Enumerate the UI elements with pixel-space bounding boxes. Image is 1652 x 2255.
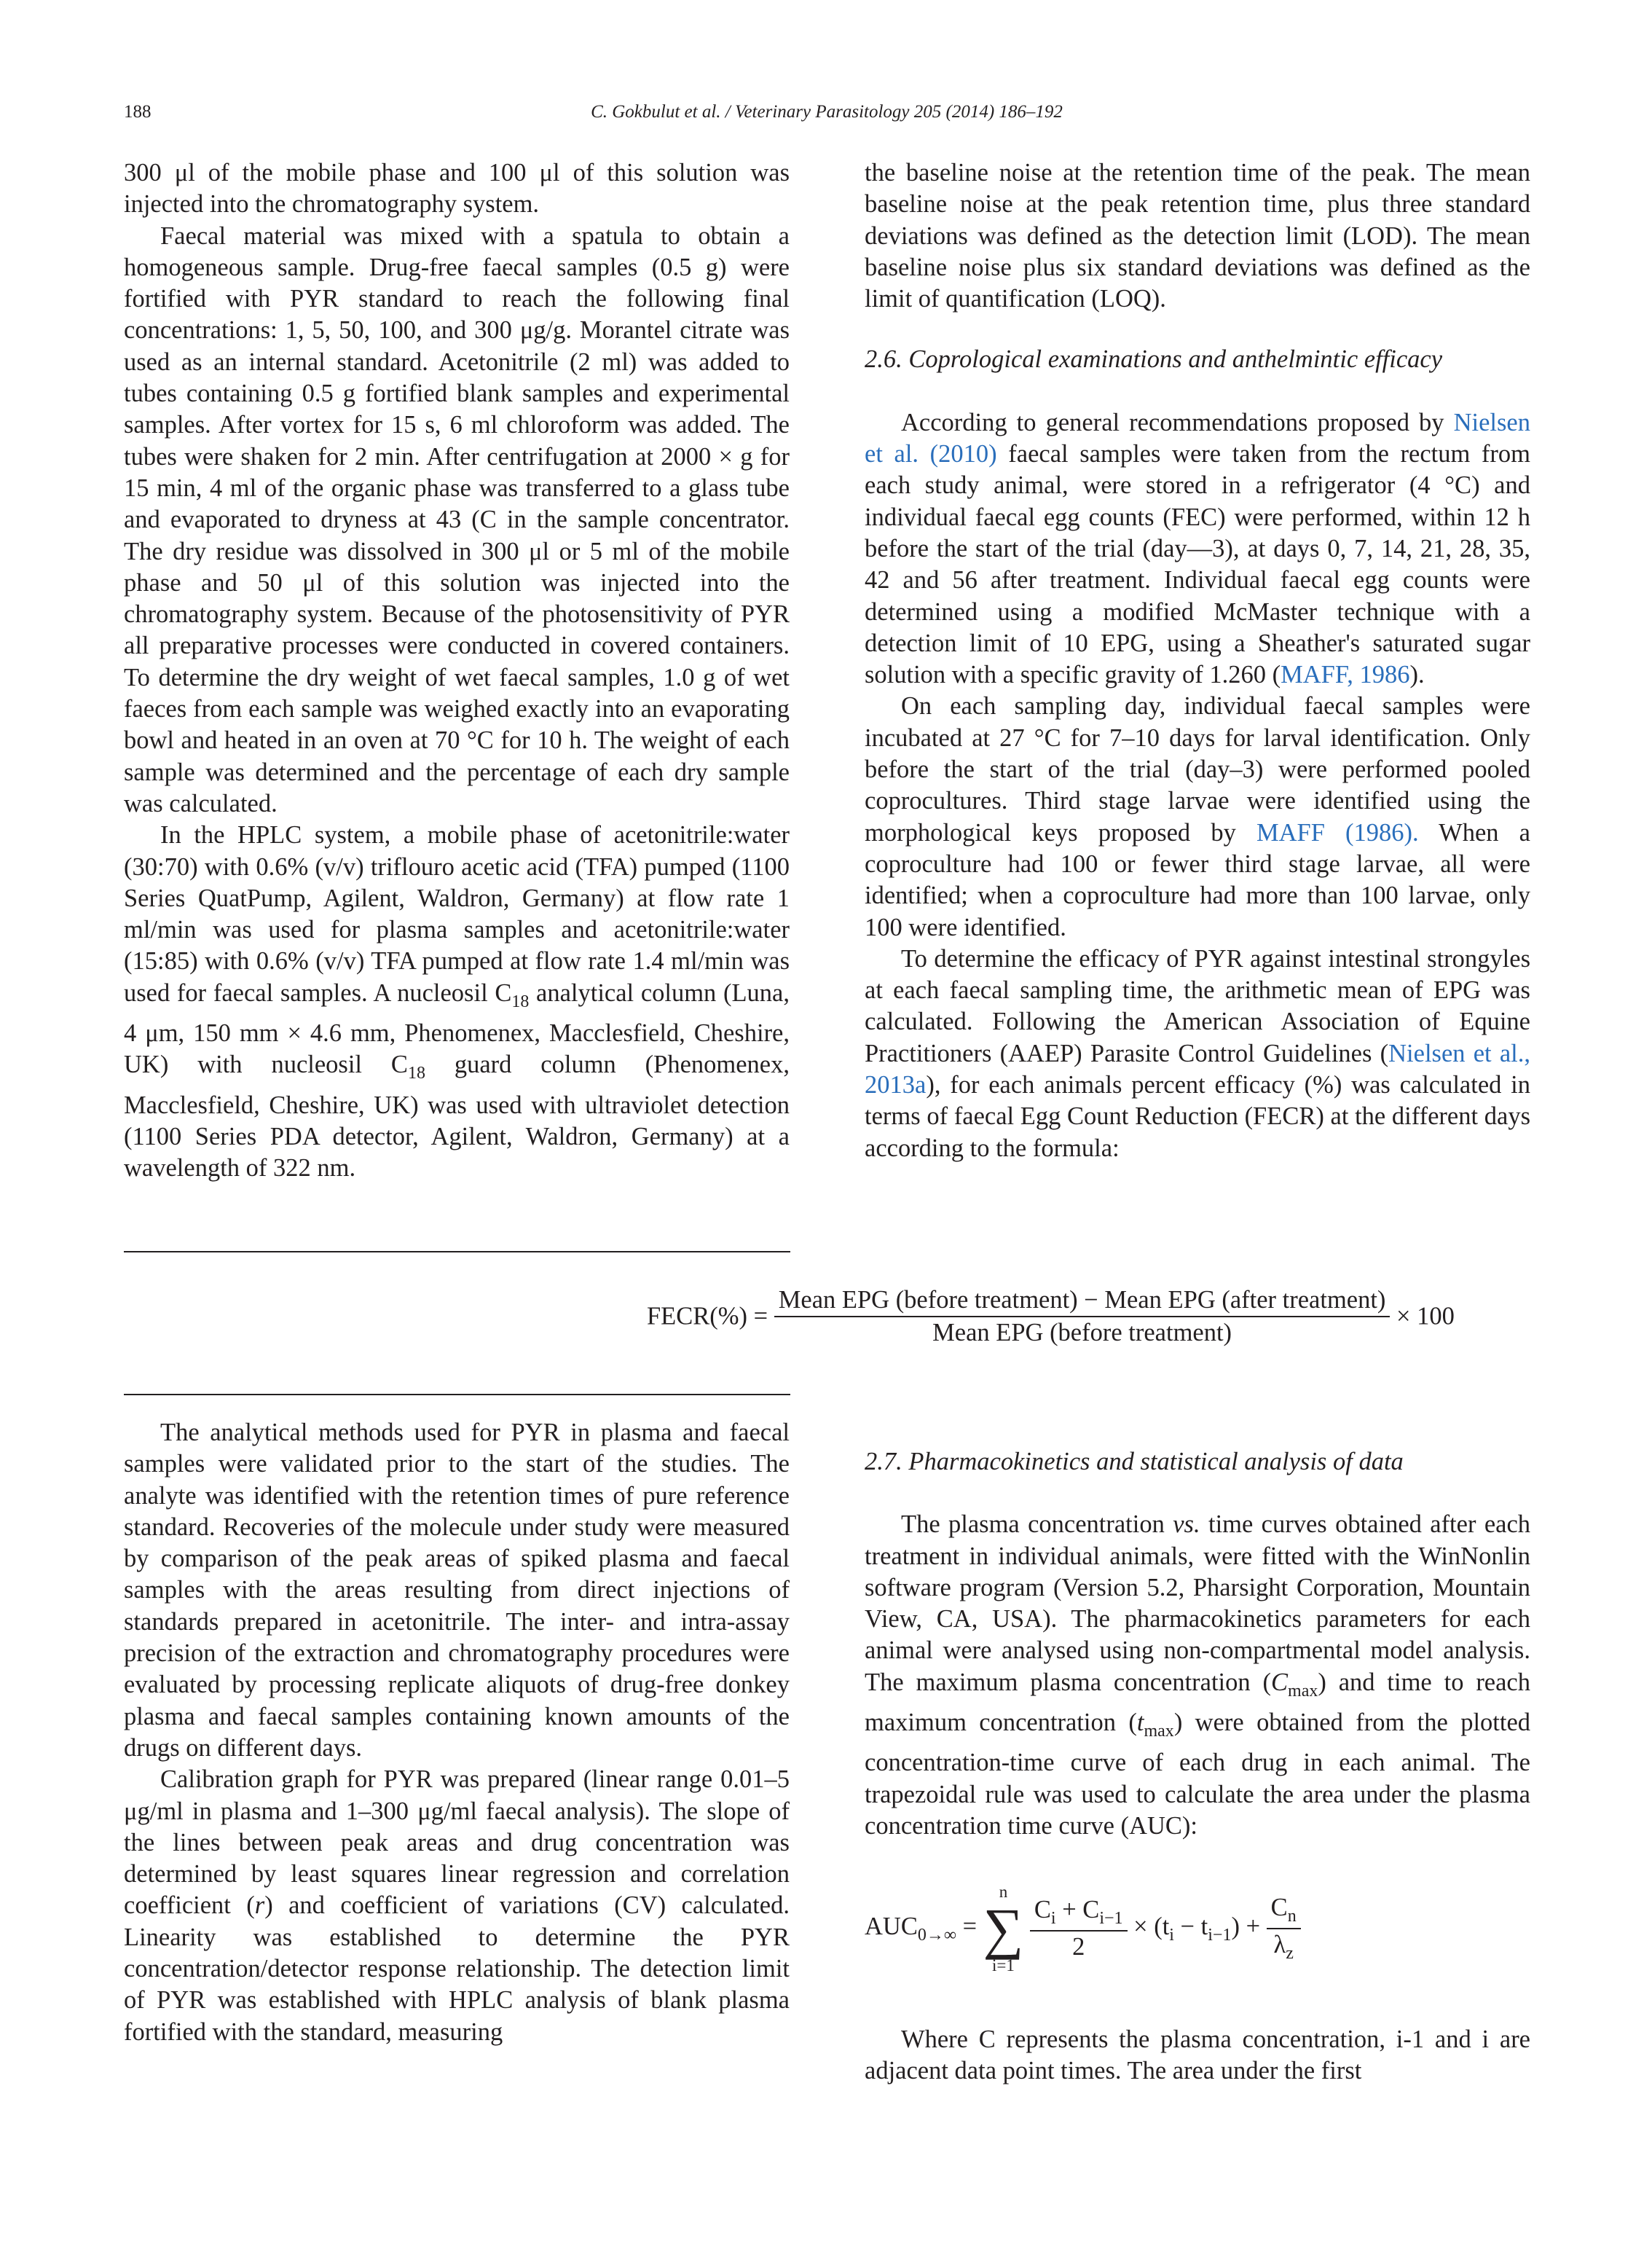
divider <box>124 1394 790 1395</box>
paragraph: Calibration graph for PYR was prepared (linear range 0.01–5 μg/ml in plasma and 1–300 μg/ml faecal analysis). The slope of the lines between peak areas and drug concentration was determined by least squares linear regression and correlation coefficient (r) and coefficient of variations (CV) calculated. Linearity was established to determine the PYR concentration/detector response relationship. The detection limit of PYR was established with HPLC analysis of blank plasma fortified with the standard, measuring <box>124 1765 790 2046</box>
paragraph: the baseline noise at the retention time of the peak. The mean baseline noise at the peak retention time, plus three standard deviations was defined as the detection limit (LOD). The mean baseline noise plus six standard deviations was defined as the limit of quantification (LOQ). <box>865 159 1530 313</box>
section-heading-2-7: 2.7. Pharmacokinetics and statistical analysis of data <box>865 1448 1404 1475</box>
paragraph: Faecal material was mixed with a spatula to obtain a homogeneous sample. Drug-free faecal samples (0.5 g) were fortified with PYR standard to reach the following final concentrations: 1, 5, 50, 100, and 300 μg/g. Morantel citrate was used as an internal standard. Acetonitrile (2 ml) was added to tubes containing 0.5 g fortified blank samples and experimental samples. After vortex for 15 s, 6 ml chloroform was added. The tubes were shaken for 2 min. After centrifugation at 2000 × g for 15 min, 4 ml of the organic phase was transferred to a glass tube and evaporated to dryness at 43 (C in the sample concentrator. The dry residue was dissolved in 300 μl or 5 ml of the mobile phase and 50 μl of this solution was injected into the chromatography system. Because of the photosensitivity of PYR all preparative processes were conducted in covered containers. To determine the dry weight of wet faecal samples, 1.0 g of wet faeces from each sample was weighed exactly into an evaporating bowl and heated in an oven at 70 °C for 10 h. The weight of each sample was determined and the percentage of each dry sample was calculated. <box>124 221 790 817</box>
paragraph: Where C represents the plasma concentration, i-1 and i are adjacent data point times. The area under the first <box>865 2025 1530 2085</box>
equation-numerator: Mean EPG (before treatment) − Mean EPG (after treatment) <box>774 1286 1391 1317</box>
right-column-bottom <box>865 1446 1530 1842</box>
paragraph: According to general recommendations proposed by Nielsen et al. (2010) faecal samples were taken from the rectum from each study animal, were stored in a refrigerator (4 °C) and individual faecal egg counts (FEC) were performed, within 12 h before the start of the trial (day—3), at days 0, 7, 14, 21, 28, 35, 42 and 56 after treatment. Individual faecal egg counts were determined using a modified McMaster technique with a detection limit of 10 EPG, using a Sheather's saturated sugar solution with a specific gravity of 1.260 (MAFF, 1986). <box>865 408 1530 689</box>
right-column-top <box>865 157 1530 1164</box>
running-header <box>124 102 1530 131</box>
paragraph: On each sampling day, individual faecal samples were incubated at 27 °C for 7–10 days for larval identification. Only before the start of the trial (day–3) were performed pooled coprocultures. Third stage larvae were identified using the morphological keys proposed by MAFF (1986). When a coproculture had 100 or fewer third stage larvae, all were identified; when a coproculture had more than 100 larvae, only 100 were identified. <box>865 692 1530 941</box>
auc-equation: $AUC_{0\to\infty}$ = n ∑ i=1 $\frac{C_i + C_{i-1}}{2}$ × $(t_i - t_{i-1})$ + $\frac{C_n}{\lambda_z}$ <box>865 1883 1301 1974</box>
page-number: 188 <box>124 102 152 122</box>
section-heading-2-6: 2.6. Coprological examinations and anthelmintic efficacy <box>865 345 1443 374</box>
citation-link[interactable]: Nielsen et al. (2010) <box>865 408 1530 468</box>
paragraph: The plasma concentration vs. time curves obtained after each treatment in individual animals, were fitted with the WinNonlin software program (Version 5.2, Pharsight Corporation, Mountain View, CA, USA). The pharmacokinetics parameters for each animal were analysed using non-compartmental model analysis. The maximum plasma concentration $(C_{max})$ and time to reach maximum concentration $(t_{max})$ were obtained from the plotted concentration-time curve of each drug in each animal. The trapezoidal rule was used to calculate the area under the plasma concentration time curve (AUC): <box>865 1510 1531 1840</box>
paragraph: To determine the efficacy of PYR against intestinal strongyles at each faecal sampling time, the arithmetic mean of EPG was calculated. Following the American Association of Equine Practitioners (AAEP) Parasite Control Guidelines (Nielsen et al., 2013a), for each animals percent efficacy (%) was calculated in terms of faecal Egg Count Reduction (FECR) at the different days according to the formula: <box>865 944 1530 1162</box>
paragraph: In the HPLC system, a mobile phase of acetonitrile:water (30:70) with 0.6% (v/v) triflouro acetic acid (TFA) pumped (1100 Series QuatPump, Agilent, Waldron, Germany) at flow rate 1 ml/min was used for plasma samples and acetonitrile:water (15:85) with 0.6% (v/v) TFA pumped at flow rate 1.4 ml/min was used for faecal samples. A nucleosil $C_{18}$ analytical column (Luna, 4 μm, 150 mm × 4.6 mm, Phenomenex, Macclesfield, Cheshire, UK) with nucleosil $C_{18}$ guard column (Phenomenex, Macclesfield, Cheshire, UK) was used with ultraviolet detection (1100 Series PDA detector, Agilent, Waldron, Germany) at a wavelength of 322 nm. <box>124 821 790 1183</box>
equation-denominator: Mean EPG (before treatment) <box>932 1319 1232 1346</box>
right-column-end <box>865 2024 1530 2087</box>
divider <box>124 1251 790 1252</box>
citation-link[interactable]: MAFF (1986). <box>1256 818 1419 847</box>
left-column-bottom <box>124 1417 790 2048</box>
left-column-top <box>124 157 790 1185</box>
citation-link[interactable]: Nielsen et al., 2013a <box>865 1039 1530 1099</box>
citation-link[interactable]: MAFF, 1986 <box>1281 661 1410 689</box>
paragraph: The analytical methods used for PYR in plasma and faecal samples were validated prior to the start of the studies. The analyte was identified with the retention times of pure reference standard. Recoveries of the molecule under study were measured by comparison of the peak areas of spiked plasma and faecal samples with the areas resulting from direct injections of standards prepared in acetonitrile. The inter- and intra-assay precision of the extraction and chromatography procedures were evaluated by processing replicate aliquots of drug-free donkey plasma and faecal samples containing known amounts of the drugs on different days. <box>124 1419 790 1762</box>
fecr-equation: FECR(%) = $\frac{\text{Mean EPG (before treatment) − Mean EPG (after treatment)}}{\text{Mean EPG (before treatment)}}$ × 100 <box>647 1286 1455 1346</box>
paragraph: 300 μl of the mobile phase and 100 μl of this solution was injected into the chromatography system. <box>124 159 790 219</box>
journal-citation: C. Gokbulut et al. / Veterinary Parasitology 205 (2014) 186–192 <box>591 102 1063 122</box>
summation-symbol: n ∑ i=1 <box>983 1883 1024 1974</box>
